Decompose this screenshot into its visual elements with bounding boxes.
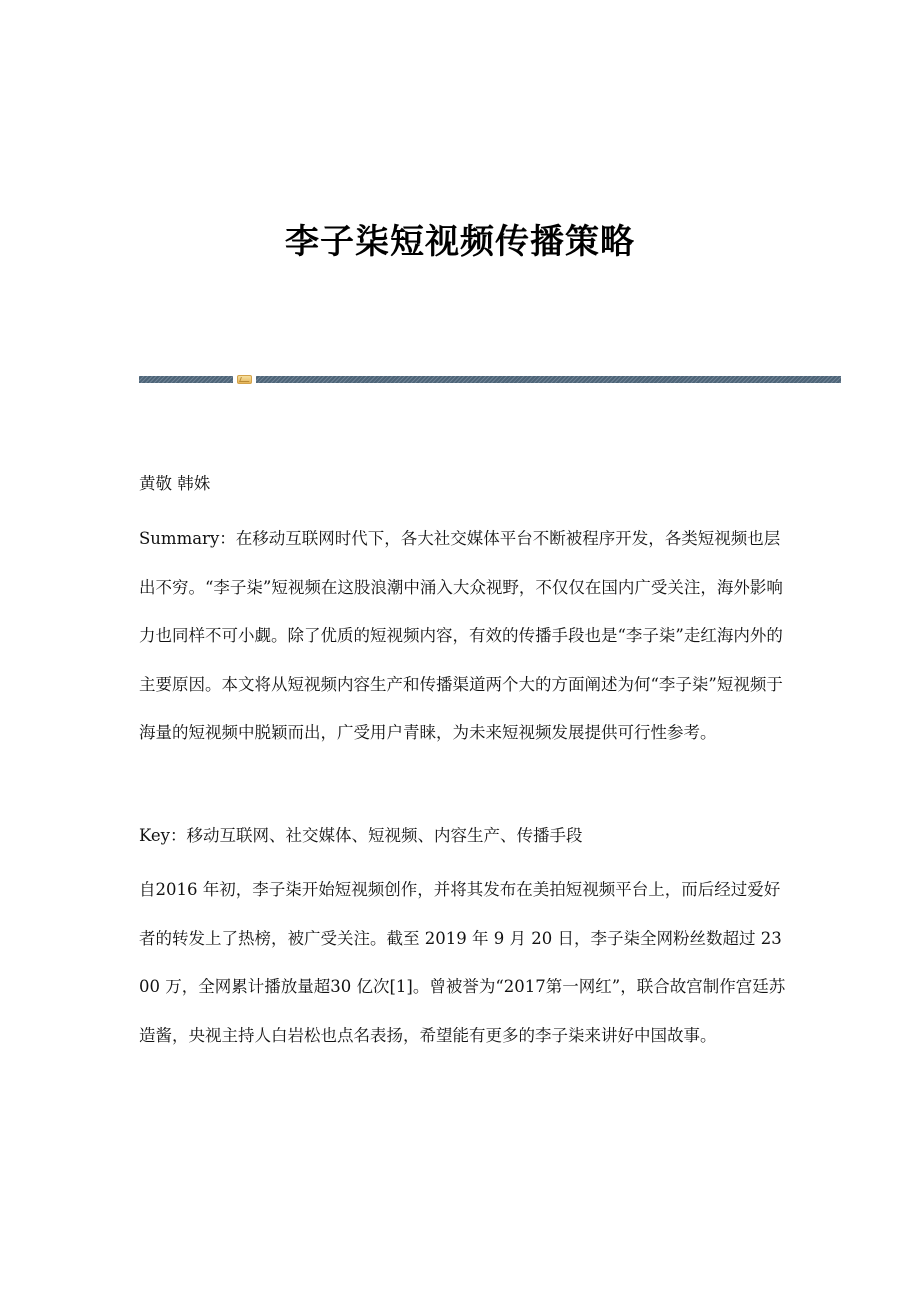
keywords-label: Key：	[139, 826, 187, 845]
divider-bar-left	[139, 376, 233, 383]
body-paragraph: 自2016 年初，李子柒开始短视频创作，并将其发布在美拍短视频平台上，而后经过爱好者的转发上了热榜，被广受关注。截至 2019 年 9 月 20 日，李子柒全网粉丝数超过 2300 万，全网累计播放量超30 亿次[1]。曾被誉为“2017第一网红”，联合故宫制作宫廷苏造酱，央视主持人白岩松也点名表扬，希望能有更多的李子柒来讲好中国故事。	[139, 880, 786, 1045]
authors: 黄敬 韩姝	[139, 474, 211, 493]
summary-text: 在移动互联网时代下，各大社交媒体平台不断被程序开发，各类短视频也层出不穷。“李子柒”短视频在这股浪潮中涌入大众视野，不仅仅在国内广受关注，海外影响力也同样不可小觑。除了优质的短视频内容，有效的传播手段也是“李子柒”走红海内外的主要原因。本文将从短视频内容生产和传播渠道两个大的方面阐述为何“李子柒”短视频于海量的短视频中脱颖而出，广受用户青睐，为未来短视频发展提供可行性参考。	[139, 529, 783, 742]
title-divider	[139, 375, 841, 384]
keywords-text: 移动互联网、社交媒体、短视频、内容生产、传播手段	[186, 826, 583, 845]
divider-bar-right	[256, 376, 841, 383]
summary-paragraph	[139, 515, 789, 758]
keywords-line	[139, 812, 789, 860]
summary-label: Summary：	[139, 529, 236, 548]
page-title: 李子柒短视频传播策略	[285, 222, 635, 262]
envelope-icon	[237, 375, 252, 384]
